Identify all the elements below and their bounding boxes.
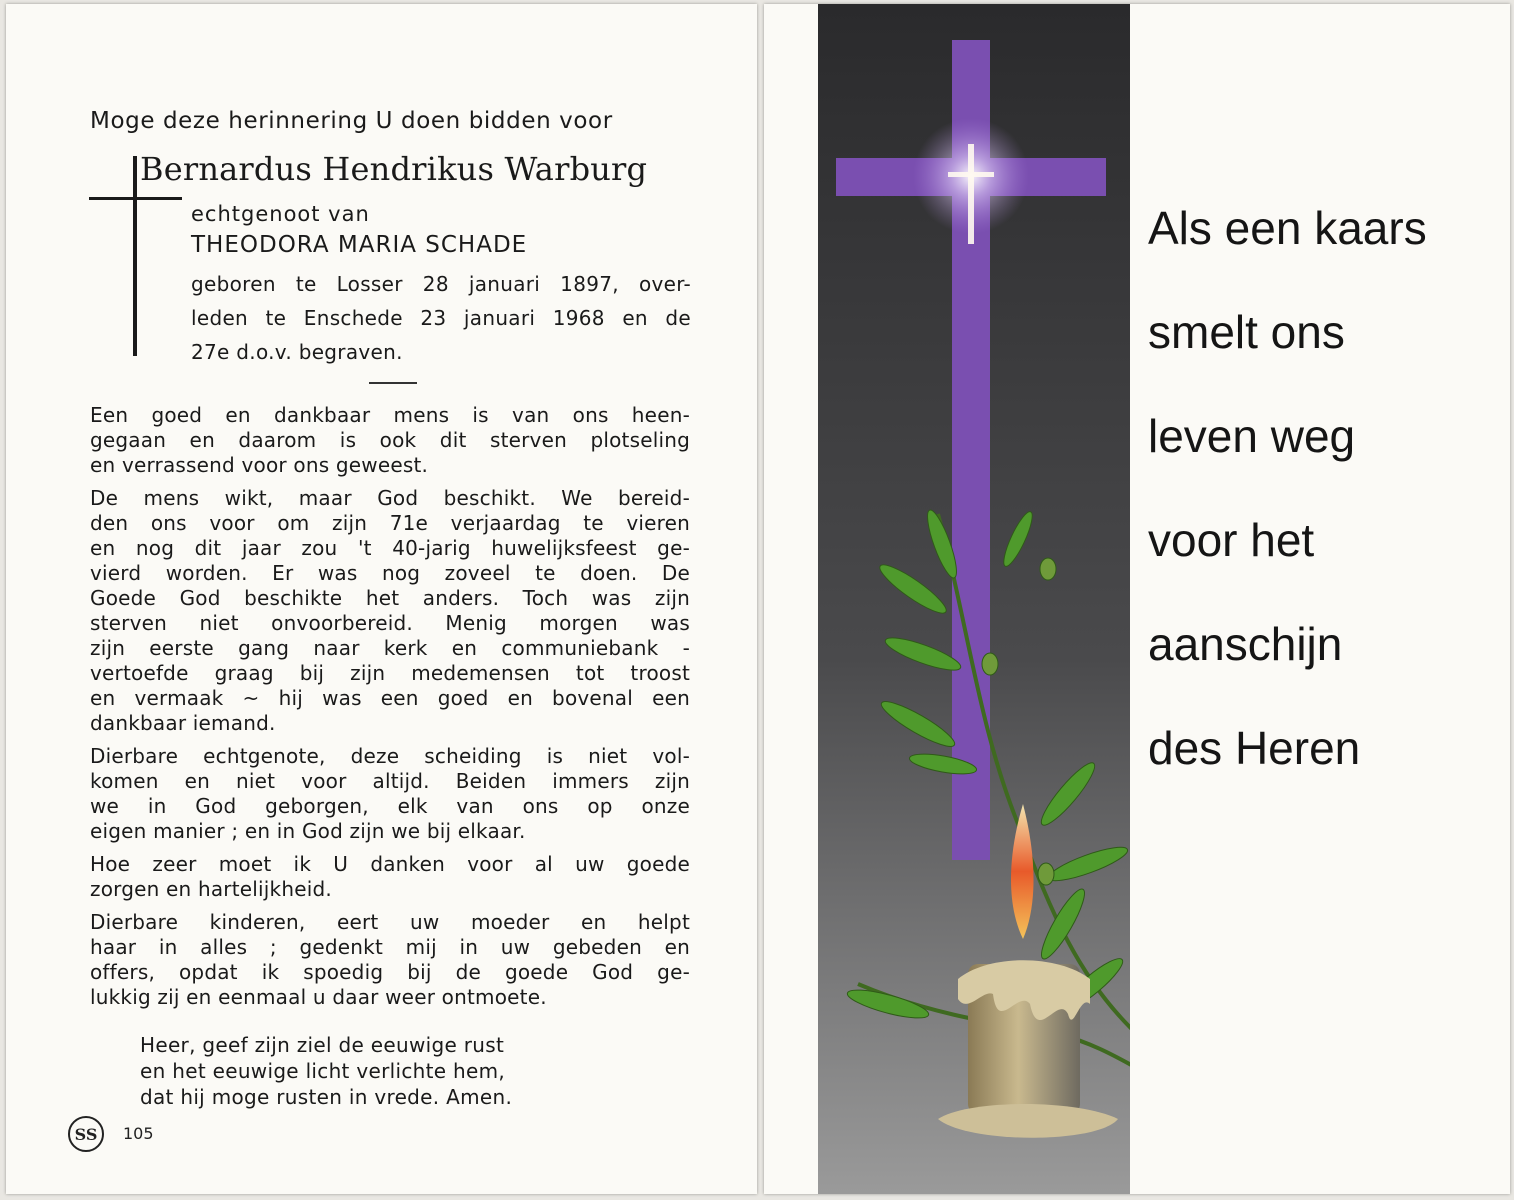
text-line: eigen manier ; en in God zijn we bij elkaar. xyxy=(90,819,526,843)
prayer-line: en het eeuwige licht verlichte hem, xyxy=(140,1059,506,1083)
verse-line: des Heren xyxy=(1148,722,1361,774)
paragraph xyxy=(90,403,690,478)
deceased-name: Bernardus Hendrikus Warburg xyxy=(140,150,648,188)
verse-line: leven weg xyxy=(1148,410,1356,462)
text-line: sterven niet onvoorbereid. Menig morgen was xyxy=(90,611,690,635)
text-line: haar in alles ; gedenkt mij in uw gebeden en xyxy=(90,935,690,959)
text-line: offers, opdat ik spoedig bij de goede God ge- xyxy=(90,960,690,984)
closing-prayer xyxy=(140,1032,620,1110)
intro-line: Moge deze herinnering U doen bidden voor xyxy=(90,108,613,134)
verse-line: aanschijn xyxy=(1148,618,1343,670)
print-number: 105 xyxy=(123,1124,154,1143)
text-line: De mens wikt, maar God beschikt. We bereid- xyxy=(90,486,690,510)
text-line: en nog dit jaar zou 't 40-jarig huwelijksfeest ge- xyxy=(90,536,690,560)
memorial-text xyxy=(90,403,690,1018)
verse-line: Als een kaars xyxy=(1148,202,1427,254)
spouse-label: echtgenoot van xyxy=(191,202,370,226)
text-line: vertoefde graag bij zijn medemensen tot troost xyxy=(90,661,690,685)
memorial-card-text-side xyxy=(6,4,757,1194)
life-dates xyxy=(191,267,691,369)
paragraph xyxy=(90,486,690,736)
verse xyxy=(1148,176,1488,800)
text-line: en vermaak ~ hij was een goed en bovenal een xyxy=(90,686,690,710)
cross-icon xyxy=(133,156,137,356)
text-line: den ons voor om zijn 71e verjaardag te vieren xyxy=(90,511,690,535)
divider xyxy=(369,382,417,384)
life-line: 27e d.o.v. begraven. xyxy=(191,340,403,364)
text-line: zorgen en hartelijkheid. xyxy=(90,877,332,901)
text-line: vierd worden. Er was nog zoveel te doen. De xyxy=(90,561,690,585)
memorial-card-image-side xyxy=(764,4,1510,1194)
text-line: zijn eerste gang naar kerk en communiebank - xyxy=(90,636,690,660)
text-line: Dierbare kinderen, eert uw moeder en helpt xyxy=(90,910,690,934)
paragraph xyxy=(90,910,690,1010)
prayer-line: Heer, geef zijn ziel de eeuwige rust xyxy=(140,1033,505,1057)
olive xyxy=(1038,863,1054,885)
text-line: dankbaar iemand. xyxy=(90,711,276,735)
text-line: gegaan en daarom is ook dit sterven plotseling xyxy=(90,428,690,452)
life-line: geboren te Losser 28 januari 1897, over- xyxy=(191,272,691,296)
olive xyxy=(982,653,998,675)
spouse-name: THEODORA MARIA SCHADE xyxy=(191,232,528,258)
publisher-logo-icon: SS xyxy=(68,1116,104,1152)
verse-line: voor het xyxy=(1148,514,1315,566)
prayer-line: dat hij moge rusten in vrede. Amen. xyxy=(140,1085,513,1109)
text-line: en verrassend voor ons geweest. xyxy=(90,453,429,477)
paragraph xyxy=(90,852,690,902)
cross-icon-bar xyxy=(89,197,182,200)
text-line: Hoe zeer moet ik U danken voor al uw goede xyxy=(90,852,690,876)
text-line: we in God geborgen, elk van ons op onze xyxy=(90,794,690,818)
text-line: lukkig zij en eenmaal u daar weer ontmoete. xyxy=(90,985,547,1009)
verse-line: smelt ons xyxy=(1148,306,1345,358)
life-line: leden te Enschede 23 januari 1968 en de xyxy=(191,306,691,330)
cross-candle-illustration xyxy=(818,4,1130,1194)
text-line: komen en niet voor altijd. Beiden immers zijn xyxy=(90,769,690,793)
olive xyxy=(1040,558,1056,580)
paragraph xyxy=(90,744,690,844)
text-line: Goede God beschikte het anders. Toch was zijn xyxy=(90,586,690,610)
text-line: Een goed en dankbaar mens is van ons heen- xyxy=(90,403,690,427)
text-line: Dierbare echtgenote, deze scheiding is niet vol- xyxy=(90,744,690,768)
